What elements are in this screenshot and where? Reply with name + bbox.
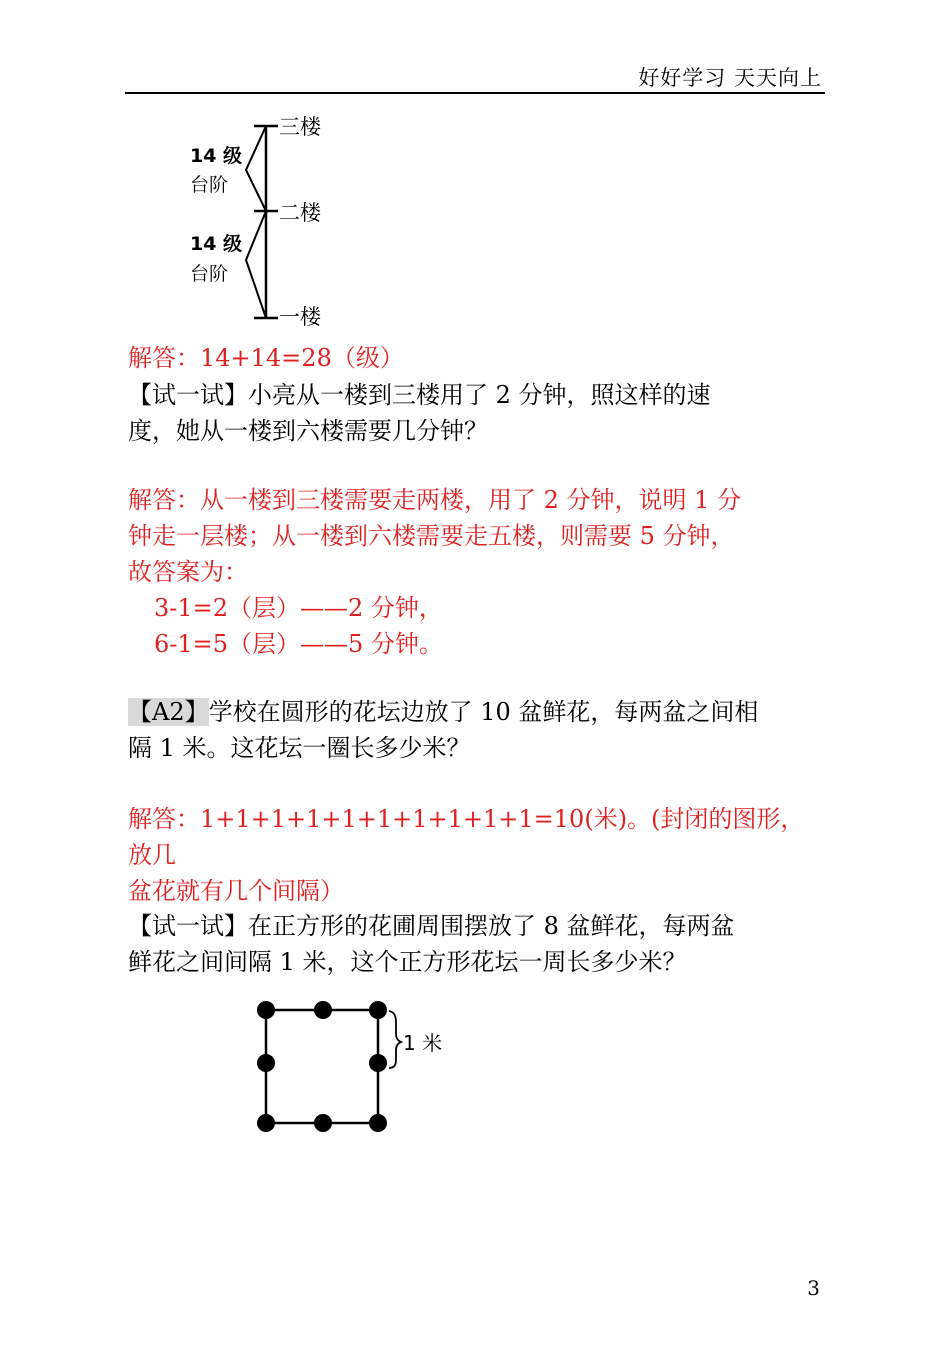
answer-3-line-1: 解答：1+1+1+1+1+1+1+1+1+1=10(米)。(封闭的图形，放几: [128, 805, 805, 869]
try-2-line-1: 【试一试】在正方形的花圃周围摆放了 8 盆鲜花，每两盆: [128, 912, 735, 940]
try-2: [128, 908, 828, 980]
page-number: 3: [807, 1276, 820, 1300]
answer-2-line-4: 3-1=2（层）——2 分钟，: [154, 594, 443, 622]
answer-3: [128, 801, 828, 909]
flower-pot: [369, 1114, 387, 1132]
stairs-figure: [180, 110, 350, 335]
answer-2-line-2: 钟走一层楼；从一楼到六楼需要走五楼，则需要 5 分钟，: [128, 522, 735, 550]
problem-a2: [128, 694, 828, 766]
flower-pot: [314, 1114, 332, 1132]
problem-a2-line-2: 隔 1 米。这花坛一圈长多少米？: [128, 734, 471, 762]
upper-steps-label: 14 级: [190, 145, 243, 167]
floor3-label: 三楼: [279, 115, 321, 139]
try-1: [128, 377, 828, 449]
answer-2-line-1: 解答：从一楼到三楼需要走两楼，用了 2 分钟，说明 1 分: [128, 486, 742, 514]
flower-bed-outline: [266, 1010, 378, 1123]
problem-a2-line-1-text: 学校在圆形的花坛边放了 10 盆鲜花，每两盆之间相: [208, 698, 759, 726]
answer-2-line-5: 6-1=5（层）——5 分钟。: [154, 630, 443, 658]
try-1-line-1: 【试一试】小亮从一楼到三楼用了 2 分钟，照这样的速: [128, 381, 711, 409]
lower-steps-label: 14 级: [190, 233, 243, 255]
try-2-line-2: 鲜花之间间隔 1 米，这个正方形花坛一周长多少米？: [128, 948, 687, 976]
flower-pot: [369, 1054, 387, 1072]
distance-label: 1 米: [403, 1031, 443, 1055]
answer-3-line-2: 盆花就有几个间隔）: [128, 877, 344, 905]
lower-brace: [246, 211, 266, 318]
flower-pot: [314, 1001, 332, 1019]
page-header: 好好学习 天天向上: [638, 66, 822, 90]
answer-2-line-3: 故答案为：: [128, 558, 248, 586]
square-figure: [248, 992, 458, 1142]
floor2-label: 二楼: [279, 201, 321, 225]
flower-pot: [257, 1054, 275, 1072]
problem-a2-line-1: [128, 694, 828, 730]
answer-1: 解答：14+14=28（级）: [128, 344, 404, 372]
header-rule: [125, 92, 825, 94]
answer-2: [128, 482, 828, 662]
try-1-line-2: 度，她从一楼到六楼需要几分钟？: [128, 417, 488, 445]
upper-unit-label: 台阶: [190, 174, 229, 196]
problem-tag: 【A2】: [128, 698, 209, 726]
floor1-label: 一楼: [279, 305, 321, 329]
distance-brace: [389, 1011, 401, 1068]
flower-pot: [257, 1114, 275, 1132]
lower-unit-label: 台阶: [190, 263, 229, 285]
upper-brace: [246, 126, 266, 211]
flower-pot: [369, 1001, 387, 1019]
flower-pot: [257, 1001, 275, 1019]
